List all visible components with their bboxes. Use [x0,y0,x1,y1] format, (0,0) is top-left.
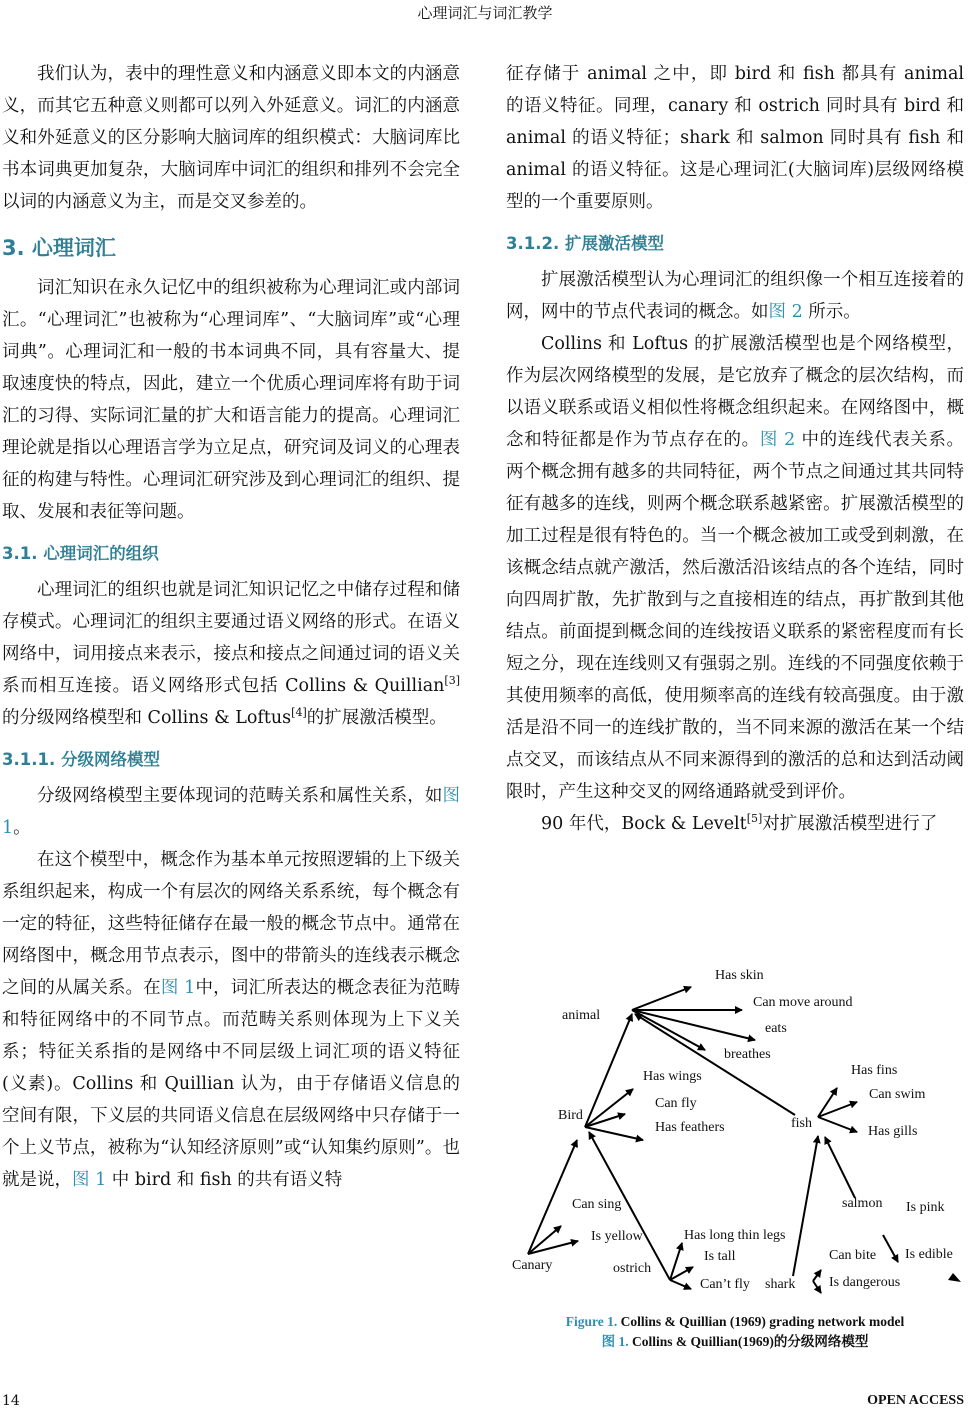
paragraph [506,264,964,328]
text-run: 3. 心理词汇 [2,236,116,260]
text-run: 征存储于 animal 之中，即 bird 和 fish 都具有 animal 的语义特征。同理，canary 和 ostrich 同时具有 bird 和 animal 的语义特征；shark 和 salmon 同时具有 fish 和 animal 的语义特征。这是心理词汇(大脑词库)层级网络模型的一个重要原则。 [506,64,964,212]
label-can-move-around: Can move around [753,995,853,1010]
text-run: 扩展激活模型认为心理词汇的组织像一个相互连接着的网，网中的节点代表词的概念。如 [506,270,964,322]
label-ostrich: ostrich [613,1261,652,1276]
label-bird: Bird [558,1108,583,1123]
text-run: 90 年代，Bock & Levelt [541,814,747,834]
text-run: 心理词汇的组织也就是词汇知识记忆之中储存过程和储存模式。心理词汇的组织主要通过语义网络的形式。在语义网络中，词用接点来表示，接点和接点之间通过词的语义关系而相互连接。语义网络形式包括 Collins & Quillian [2,580,460,696]
caption-chinese [505,1332,965,1352]
figure-caption [505,1312,965,1352]
label-has-fins: Has fins [851,1063,898,1078]
text-run: 中，词汇所表达的概念表征为范畴和特征网络中的不同节点。而范畴关系则体现为上下义关系；特征关系指的是网络中不同层级上词汇项的语义特征(义素)。Collins 和 Quillian 认为，由于存储语义信息的空间有限，下义层的共同语义信息在层级网络中只存储于一个上义节点，被称为“认知经济原则”或“认知集约原则”。也就是说， [2,978,461,1190]
figure-ref-link[interactable]: 图 2 [759,430,796,450]
right-column [506,58,964,840]
edge-shark-fish [793,1136,818,1276]
caption-zh-label: 图 1. [601,1334,629,1349]
text-run: 词汇知识在永久记忆中的组织被称为心理词汇或内部词汇。“心理词汇”也被称为“心理词库”、“大脑词库”或“心理词典”。心理词汇和一般的书本词典不同，具有容量大、提取速度快的特点，因此，建立一个优质心理词库将有助于词汇的习得、实际词汇量的扩大和语言能力的提高。心理词汇理论就是指以心理语言学为立足点，研究词及词义的心理表征的构建与特性。心理词汇研究涉及到心理词汇的组织、提取、发展和表征等问题。 [2,278,460,522]
edge-animal-eats [632,1010,755,1040]
edge-bird-animal [585,1014,632,1127]
label-fish: fish [791,1116,812,1131]
edge-shark-dangerous [813,1281,821,1293]
figure-ref-link[interactable]: 图 2 [768,302,803,322]
edge-fish-has-gills [818,1117,857,1132]
paragraph [2,780,460,844]
section-heading [2,232,460,264]
citation-ref[interactable]: [4] [291,706,307,720]
caption-english [505,1312,965,1332]
citation-ref[interactable]: [5] [746,812,763,826]
caption-en-text: Collins & Quillian (1969) grading network model [617,1314,905,1329]
label-is-pink: Is pink [906,1200,945,1215]
label-shark: shark [765,1277,796,1292]
text-run: 我们认为，表中的理性意义和内涵意义即本文的内涵意义，而其它五种意义则都可以列入外延意义。词汇的内涵意义和外延意义的区分影响大脑词库的组织模式：大脑词库比书本词典更加复杂，大脑词库中词汇的组织和排列不会完全以词的内涵意义为主，而是交叉参差的。 [2,64,460,212]
text-run: 。 [13,818,31,838]
paragraph [506,328,964,808]
citation-ref[interactable]: [3] [444,674,460,688]
edge-bird-has-feathers [585,1127,643,1140]
caption-en-label: Figure 1. [565,1314,618,1329]
figure-ref-link[interactable]: 图 1 [160,978,196,998]
journal-footer: OPEN ACCESS [867,1393,964,1408]
paragraph [2,574,460,734]
label-is-edible: Is edible [905,1247,953,1262]
left-column [2,58,460,1196]
text-run: 3.1.1. 分级网络模型 [2,750,160,769]
label-cant-fly: Can’t fly [700,1277,750,1292]
text-run: 的分级网络模型和 Collins & Loftus [2,708,292,728]
section-heading [2,744,460,776]
caption-zh-text: Collins & Quillian(1969)的分级网络模型 [628,1334,869,1349]
paragraph [2,272,460,528]
edge-ostrich-cant-fly [670,1280,691,1289]
edge-animal-breathes [632,1010,705,1050]
paragraph [2,844,460,1196]
edge-animal-has-skin [632,987,691,1010]
label-has-gills: Has gills [868,1124,918,1139]
paragraph [506,58,964,218]
section-heading [2,538,460,570]
label-is-yellow: Is yellow [591,1229,643,1244]
text-run: Collins 和 Loftus 的扩展激活模型也是个网络模型，作为层次网络模型的发展，是它放弃了概念的层次结构，而以语义联系或语义相似性将概念组织起来。在网络图中，概念和特征都是作为节点存在的。 [506,334,964,450]
text-run: 中 bird 和 fish 的共有语义特 [106,1170,343,1190]
figure-ref-link[interactable]: 图 1 [72,1170,107,1190]
label-has-feathers: Has feathers [655,1120,725,1135]
label-has-skin: Has skin [715,968,764,983]
figure-1-network-diagram [505,960,970,1310]
edge-bird-can-fly [585,1114,625,1127]
text-run: 的扩展激活模型。 [306,708,447,728]
stray-arrowhead [948,1273,961,1282]
edge-canary-bird [528,1140,577,1254]
section-heading [506,228,964,260]
page-number: 14 [2,1393,20,1409]
label-has-wings: Has wings [643,1069,702,1084]
text-run: 所示。 [802,302,861,322]
edge-salmon-fish [825,1137,855,1198]
label-animal: animal [562,1008,601,1023]
label-has-long-thin-legs: Has long thin legs [684,1228,786,1243]
text-run: 分级网络模型主要体现词的范畴关系和属性关系，如 [37,786,443,806]
label-can-fly: Can fly [655,1096,697,1111]
label-can-swim: Can swim [869,1087,926,1102]
label-salmon: salmon [842,1196,883,1211]
paragraph [2,58,460,218]
text-run: 在这个模型中，概念作为基本单元按照逻辑的上下级关系组织起来，构成一个有层次的网络关系系统，每个概念有一定的特征，这些特征储存在最一般的概念节点中。通常在网络图中，概念用节点表示，图中的带箭头的连线表示概念之间的从属关系。在 [2,850,460,998]
paragraph [506,808,964,840]
text-run: 中的连线代表关系。两个概念拥有越多的共同特征，两个节点之间通过其共同特征有越多的连线，则两个概念联系越紧密。扩展激活模型的加工过程是很有特色的。当一个概念被加工或受到刺激，在该概念结点就产激活，然后激活沿该结点的各个连结，同时向四周扩散，先扩散到与之直接相连的结点，再扩散到其他结点。前面提到概念间的连线按语义联系的紧密程度而有长短之分，现在连线则又有强弱之别。连线的不同强度依赖于其使用频率的高低，使用频率高的连线有较高强度。由于激活是沿不同一的连线扩散的，当不同来源的激活在某一个结点交叉，而该结点从不同来源得到的激活的总和达到活动阈限时，产生这种交叉的网络通路就受到评价。 [506,430,965,802]
label-breathes: breathes [724,1047,771,1062]
running-header: 心理词汇与词汇教学 [417,4,553,22]
label-eats: eats [765,1021,787,1036]
label-can-bite: Can bite [829,1248,877,1263]
edge-salmon-edible [883,1235,898,1262]
text-run: 3.1.2. 扩展激活模型 [506,234,664,253]
label-is-tall: Is tall [704,1249,736,1264]
edge-shark-can-bite [813,1270,821,1281]
text-run: 对扩展激活模型进行了 [762,814,938,834]
figure-ref-link[interactable]: 图 1 [2,786,460,838]
label-canary: Canary [512,1258,553,1273]
text-run: 3.1. 心理词汇的组织 [2,544,159,563]
label-can-sing: Can sing [572,1197,622,1212]
label-is-dangerous: Is dangerous [829,1275,901,1290]
